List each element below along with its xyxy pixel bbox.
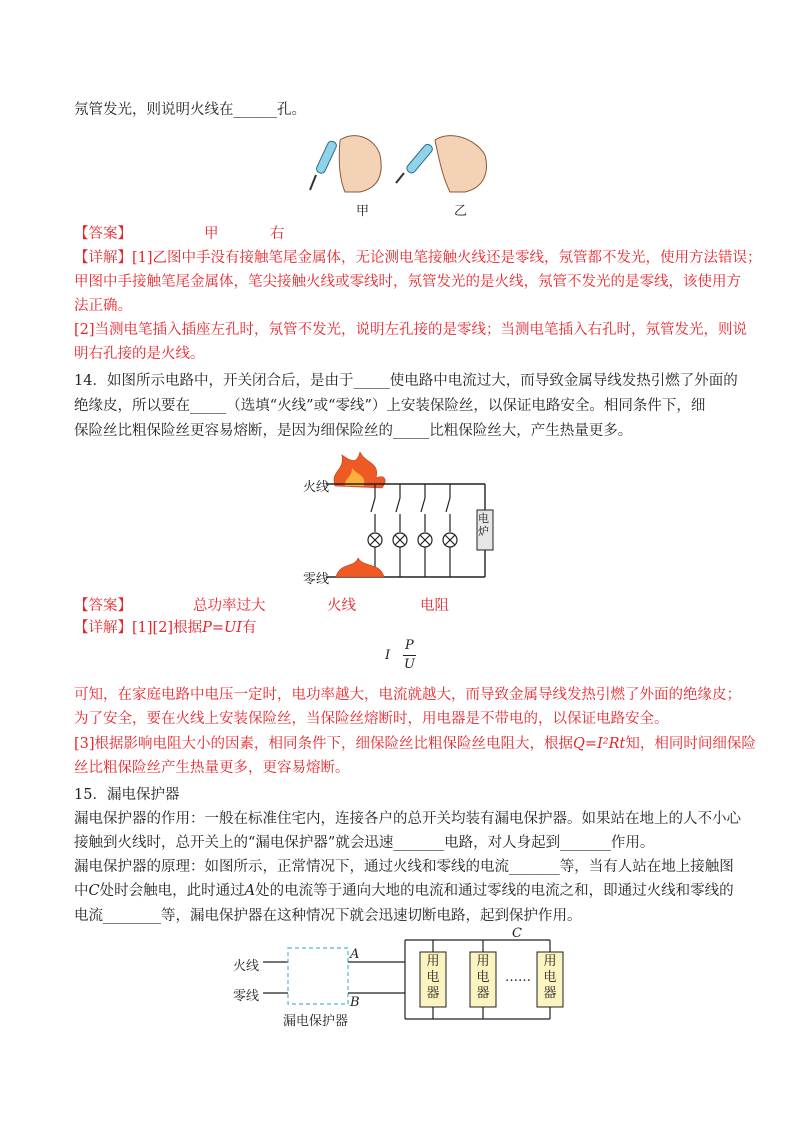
q14-detail-line-1: 可知，在家庭电路中电压一定时，电功率越大，电流就越大，而导致金属导线发热引燃了外面的绝缘皮； bbox=[74, 687, 741, 703]
q14-detail-formula: P=UI bbox=[202, 620, 242, 636]
q13-detail-line-4: [2]当测电笔插入插座左孔时，氖管不发光，说明左孔接的是零线；当测电笔插入右孔时，氖管发光，则说 bbox=[74, 322, 748, 338]
formula-p: P bbox=[405, 638, 414, 653]
q14-detail-intro-text: [1][2]根据 bbox=[132, 620, 203, 636]
appliance-2-char-1: 用 bbox=[476, 954, 490, 969]
q13-detail-line-3: 法正确。 bbox=[74, 298, 132, 314]
leakage-protector-box bbox=[288, 948, 348, 1004]
q14-detail-label: 【详解】 bbox=[74, 620, 132, 636]
formula-u: U bbox=[404, 657, 415, 672]
q14-detail-text-3c: 知，相同时间细保险 bbox=[625, 736, 756, 752]
appliance-3-char-2: 电 bbox=[543, 970, 557, 985]
q15-line-1: 漏电保护器的作用：一般在标准住宅内，连接各户的总开关均装有漏电保护器。如果站在地上的人不小心 bbox=[74, 811, 741, 827]
appliance-label-1 bbox=[421, 954, 445, 1002]
test-pen-a-figure bbox=[310, 136, 381, 192]
q14-detail-line-3 bbox=[74, 733, 756, 755]
appliance-2-char-2: 电 bbox=[476, 970, 490, 985]
q15-point-a: A bbox=[244, 883, 256, 899]
appliance-3-char-1: 用 bbox=[543, 954, 557, 969]
q14-detail-formula-q: Q=I²Rt bbox=[573, 736, 626, 752]
q15-fig-live-label: 火线 bbox=[233, 959, 260, 974]
q14-fig-stove-label: 电炉 bbox=[478, 512, 489, 538]
q15-line-3: 漏电保护器的原理：如图所示，正常情况下，通过火线和零线的电流_______等，当有人站在地上接触图 bbox=[74, 859, 734, 875]
q15-line-5: 电流________等，漏电保护器在这种情况下就会迅速切断电路，起到保护作用。 bbox=[74, 908, 582, 924]
formula-fraction-bar bbox=[403, 655, 416, 656]
q14-answer-1: 总功率过大 bbox=[193, 598, 266, 614]
q14-answer-label: 【答案】 bbox=[74, 598, 132, 614]
q13-detail-line-2: 甲图中手接触笔尾金属体，笔尖接触火线或零线时，氖管发光的是火线，氖管不发光的是零线，该使用方 bbox=[74, 274, 741, 290]
q15-point-c: C bbox=[88, 883, 100, 899]
q13-answer-label: 【答案】 bbox=[74, 226, 132, 242]
q13-answer-1: 甲 bbox=[204, 226, 219, 242]
q13-detail-text-1: [1]乙图中手没有接触笔尾金属体，无论测电笔接触火线还是零线，氖管都不发光，使用方法错误； bbox=[132, 250, 762, 266]
appliance-1-char-2: 电 bbox=[426, 970, 440, 985]
q15-title: 15．漏电保护器 bbox=[74, 787, 180, 803]
test-pen-b-figure bbox=[396, 136, 486, 192]
q15-fig-neutral-label: 零线 bbox=[233, 989, 260, 1004]
appliance-1-char-3: 器 bbox=[426, 986, 440, 1001]
fire-icon-bottom bbox=[336, 558, 384, 577]
fig-label-yi: 乙 bbox=[454, 204, 468, 219]
q14-fig-live-label: 火线 bbox=[303, 480, 330, 495]
q14-line-1: 14．如图所示电路中，开关闭合后，是由于_____使电路中电流过大，而导致金属导线发热引燃了外面的 bbox=[74, 373, 738, 389]
q14-detail-intro bbox=[74, 617, 256, 639]
appliance-1-char-1: 用 bbox=[426, 954, 440, 969]
appliance-2-char-3: 器 bbox=[476, 986, 490, 1001]
q13-detail-label: 【详解】 bbox=[74, 250, 132, 266]
q14-detail-line-2: 为了安全，要在火线上安装保险丝，当保险丝熔断时，用电器是不带电的，以保证电路安全。 bbox=[74, 711, 669, 727]
q14-line-2: 绝缘皮，所以要在_____（选填“火线”或“零线”）上安装保险丝，以保证电路安全。相同条件下，细 bbox=[74, 398, 706, 414]
q14-fig-neutral-label: 零线 bbox=[303, 572, 330, 587]
q14-line-3: 保险丝比粗保险丝更容易熔断，是因为细保险丝的_____比粗保险丝大，产生热量更多。 bbox=[74, 423, 633, 439]
q15-line-2: 接触到火线时，总开关上的“漏电保护器”就会迅速_______电路，对人身起到_______作用。 bbox=[74, 835, 655, 851]
q13-answer-2: 右 bbox=[270, 226, 285, 242]
q15-fig-a-label: A bbox=[350, 947, 360, 962]
q13-detail-line-5: 明右孔接的是火线。 bbox=[74, 346, 205, 362]
appliance-label-2 bbox=[471, 954, 495, 1002]
formula-i: I bbox=[385, 648, 391, 663]
q14-detail-line-4: 丝比粗保险丝产生热量更多，更容易熔断。 bbox=[74, 760, 350, 776]
q14-detail-text-3a: [3]根据影响电阻大小的因素，相同条件下，细保险丝比粗保险丝电阻大，根据 bbox=[74, 736, 574, 752]
q14-detail-intro-tail: 有 bbox=[241, 620, 257, 636]
q15-text-4e: 处的电流等于通向大地的电流和通过零线的电流之和，即通过火线和零线的 bbox=[255, 883, 734, 899]
test-pen-illustration bbox=[300, 120, 500, 200]
q14-answer-2: 火线 bbox=[327, 598, 356, 614]
q15-fig-c-label: C bbox=[512, 926, 522, 941]
q15-text-4c: 处时会触电，此时通过 bbox=[99, 883, 245, 899]
q13-top-line: 氖管发光，则说明火线在______孔。 bbox=[74, 102, 306, 118]
q15-fig-device-label: 漏电保护器 bbox=[283, 1014, 349, 1029]
q15-text-4a: 中 bbox=[74, 883, 89, 899]
appliance-3-char-3: 器 bbox=[543, 986, 557, 1001]
q15-line-4 bbox=[74, 880, 734, 902]
q13-detail-line-1 bbox=[74, 247, 762, 269]
q15-fig-b-label: B bbox=[350, 995, 360, 1010]
q14-answer-3: 电阻 bbox=[420, 598, 449, 614]
fig-label-jia: 甲 bbox=[356, 204, 370, 219]
appliance-label-3 bbox=[538, 954, 562, 1002]
appliance-ellipsis: …… bbox=[505, 970, 531, 985]
